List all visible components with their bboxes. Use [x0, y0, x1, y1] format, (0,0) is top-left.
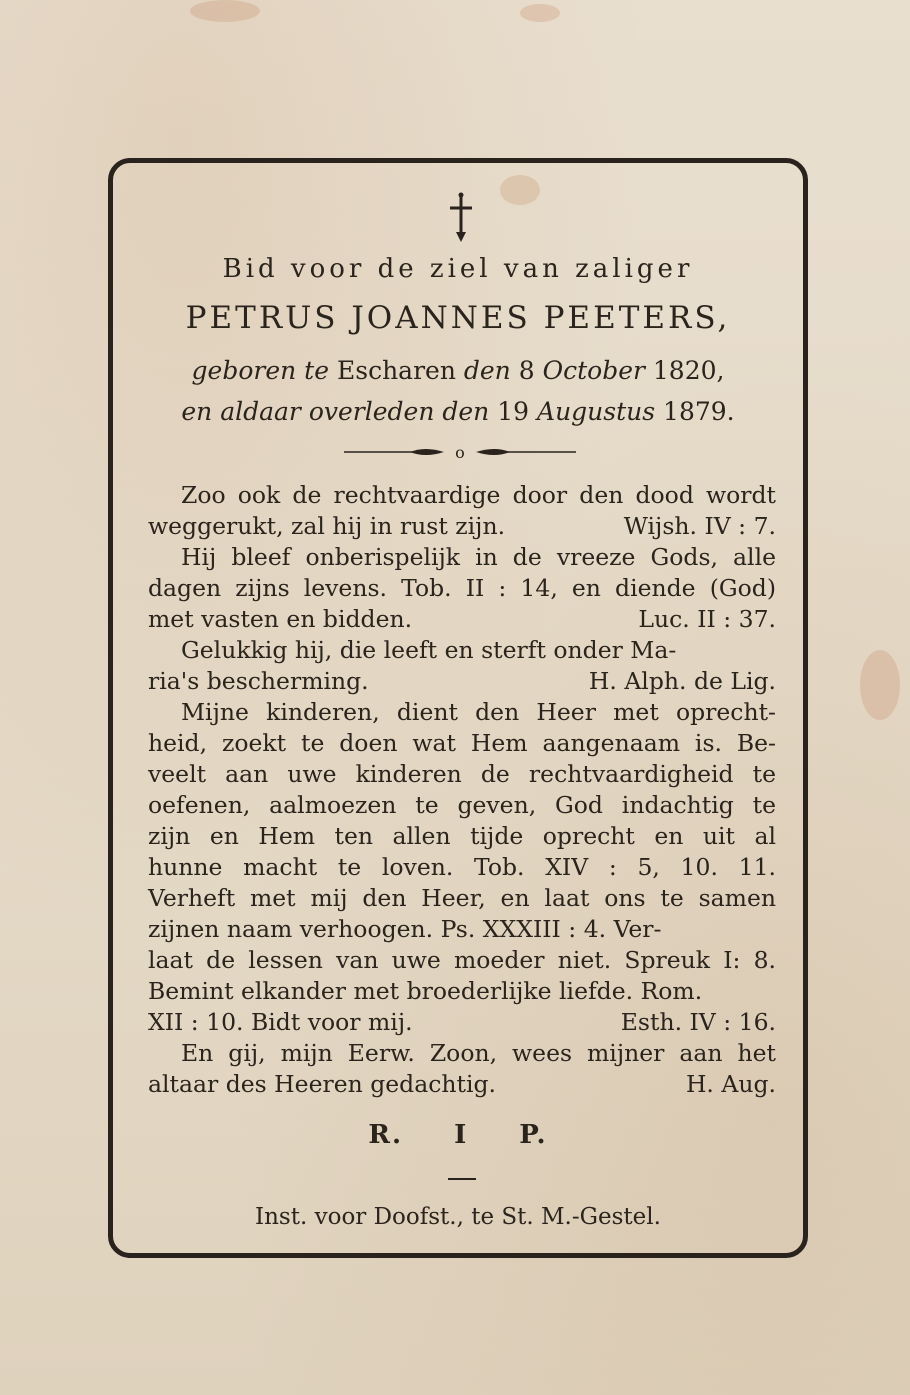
text-line — [148, 976, 776, 1007]
text-line-left: dagen zijns levens. Tob. II : 14, en diende (God) — [148, 574, 776, 602]
stain — [860, 650, 900, 720]
text-line — [148, 852, 776, 883]
printer-imprint: Inst. voor Doofst., te St. M.-Gestel. — [255, 1204, 661, 1230]
text-line-reference: Luc. II : 37. — [638, 605, 776, 633]
scripture-text — [148, 480, 776, 1100]
text-line — [148, 1007, 776, 1038]
intro-line: Bid voor de ziel van zaliger — [222, 254, 694, 284]
text-line-reference: Esth. IV : 16. — [620, 1008, 776, 1036]
text-line-reference: Wijsh. IV : 7. — [623, 512, 776, 540]
text-line-left: zijn en Hem ten allen tijde oprecht en uit al — [148, 822, 776, 850]
text-line — [148, 604, 776, 635]
birth-day: 8 — [518, 356, 535, 385]
text-line — [148, 945, 776, 976]
death-day: 19 — [497, 397, 530, 426]
stain — [190, 0, 260, 22]
text-line — [148, 1038, 776, 1069]
text-line — [148, 759, 776, 790]
birth-month: October — [542, 356, 645, 385]
death-prefix: en aldaar overleden den — [181, 397, 490, 426]
text-line-left: altaar des Heeren gedachtig. — [148, 1070, 497, 1098]
text-line-left: veelt aan uwe kinderen de rechtvaardigheid te — [148, 760, 776, 788]
text-line-left: XII : 10. Bidt voor mij. — [148, 1008, 413, 1036]
birth-year: 1820, — [652, 356, 725, 385]
text-line — [148, 573, 776, 604]
text-line-left: Mijne kinderen, dient den Heer met oprecht- — [181, 698, 776, 726]
text-line — [148, 697, 776, 728]
text-line — [148, 666, 776, 697]
ornament-divider — [340, 441, 580, 463]
text-line-left: Verheft met mij den Heer, en laat ons te samen — [148, 884, 776, 912]
text-line-left: Gelukkig hij, die leeft en sterft onder Ma- — [181, 636, 677, 664]
text-line — [148, 883, 776, 914]
text-line-left: hunne macht te loven. Tob. XIV : 5, 10. 11. — [148, 853, 776, 881]
text-line-left: En gij, mijn Eerw. Zoon, wees mijner aan het — [181, 1039, 776, 1067]
text-line-reference: H. Alph. de Lig. — [588, 667, 776, 695]
death-year: 1879. — [663, 397, 735, 426]
text-line-reference: H. Aug. — [685, 1070, 776, 1098]
text-line-left: laat de lessen van uwe moeder niet. Spreuk I: 8. — [148, 946, 776, 974]
text-line — [148, 821, 776, 852]
rip-text: R. I P. — [368, 1120, 548, 1150]
text-line-left: ria's bescherming. — [148, 667, 369, 695]
death-month: Augustus — [537, 397, 656, 426]
birth-place: Escharen — [336, 356, 456, 385]
birth-prefix: geboren te — [191, 356, 330, 385]
stain — [520, 4, 560, 22]
text-line — [148, 914, 776, 945]
text-line — [148, 635, 776, 666]
deceased-name: PETRUS JOANNES PEETERS, — [185, 300, 731, 336]
birth-den: den — [463, 356, 511, 385]
ornament-label: o — [455, 443, 465, 462]
divider-dash — [448, 1178, 476, 1180]
text-line — [148, 728, 776, 759]
cross-icon — [444, 192, 478, 244]
text-line-left: weggerukt, zal hij in rust zijn. — [148, 512, 506, 540]
text-line-left: Zoo ook de rechtvaardige door den dood wordt — [181, 481, 776, 509]
text-line — [148, 790, 776, 821]
birth-line — [108, 356, 808, 385]
text-line — [148, 511, 776, 542]
text-line-left: Hij bleef onberispelijk in de vreeze Gods, alle — [181, 543, 776, 571]
text-line — [148, 542, 776, 573]
text-line-left: heid, zoekt te doen wat Hem aangenaam is. Be- — [148, 729, 776, 757]
text-line-left: zijnen naam verhoogen. Ps. XXXIII : 4. Ver- — [148, 915, 662, 943]
death-line — [108, 397, 808, 426]
text-line-left: oefenen, aalmoezen te geven, God indachtig te — [148, 791, 776, 819]
text-line-left: met vasten en bidden. — [148, 605, 413, 633]
text-line-left: Bemint elkander met broederlijke liefde. Rom. — [148, 977, 703, 1005]
text-line — [148, 480, 776, 511]
text-line — [148, 1069, 776, 1100]
